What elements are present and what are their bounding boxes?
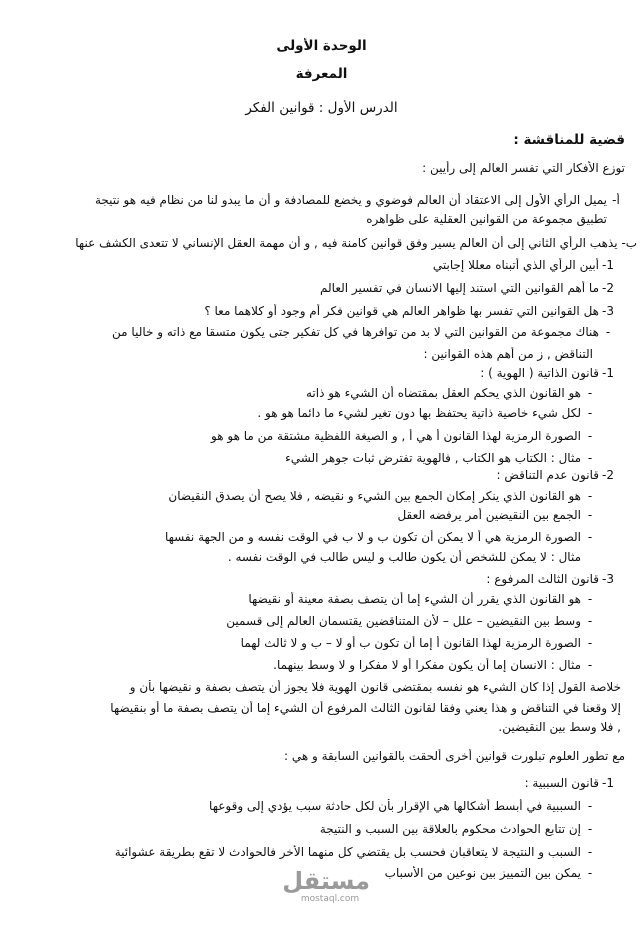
bullet-dash: -: [587, 658, 593, 672]
law-point-text: وسط بين النقيضين – علل – لأن المتناقضين يقتسمان العالم إلى قسمين: [226, 614, 581, 628]
law-point-text: مثال : لا يمكن للشخص أن يكون طالب و ليس طالب في الوقت نفسه .: [227, 550, 581, 564]
bullet-dash: -: [587, 386, 593, 400]
law-point: [18, 614, 599, 628]
law-title: قانون عدم التناقض :: [496, 468, 599, 482]
law-title: قانون السببية :: [524, 776, 599, 790]
discussion-heading: قضية للمناقشة :: [513, 132, 625, 148]
watermark-arabic: مستقل: [282, 867, 370, 895]
law-point: [18, 386, 599, 400]
question-text: هل القوانين التي تفسر بها ظواهر العالم هي قوانين فكر أم وجود أو كلاهما معا ؟: [204, 304, 599, 318]
bullet-dash: -: [587, 845, 593, 859]
causality-point-text: السبب و النتيجة لا يتعاقبان فحسب بل يقتضي كل منهما الأخر فالحوادث لا تقع بطريقة عشوائية: [114, 845, 581, 859]
law-title: قانون الثالث المرفوع :: [486, 572, 599, 586]
opinion-a: [18, 193, 625, 207]
question-text: ما أهم القوانين التي استند إليها الانسان في تفسير العالم: [320, 281, 599, 295]
law-marker: 1-: [602, 366, 614, 380]
causality-point: [18, 799, 599, 813]
bullet-dash: -: [587, 451, 593, 465]
law-point: [18, 489, 599, 503]
bullet-dash: -: [587, 592, 593, 606]
law-point: [18, 406, 599, 420]
law-point-text: الصورة الرمزية لهذا القانون أ هي أ , و الصيغة اللفظية مشتقة من ما هو هو: [211, 429, 581, 443]
bullet-dash: -: [587, 508, 593, 522]
definition-line1: هناك مجموعة من القوانين التي لا بد من توافرها في كل تفكير جتى يكون متسقا مع ذاته و خاليا من: [112, 325, 599, 339]
bullet-dash: -: [587, 822, 593, 836]
opinion-a-marker: أ-: [612, 193, 620, 207]
law-heading: [18, 366, 617, 380]
summary-line3: , فلا وسط بين النقيضين.: [498, 720, 621, 734]
law-point: [18, 636, 599, 650]
law-heading: [18, 572, 617, 586]
law-point-text: مثال : الانسان إما أن يكون مفكرا أو لا مفكرا و لا وسط بينهما.: [273, 658, 581, 672]
opinion-a-line1: يميل الرأي الأول إلى الاعتقاد أن العالم فوضوي و يخضع للمصادفة و أن ما يبدو لنا من نظام فيه هو نتيجة: [94, 193, 607, 207]
watermark-latin: mostaql.com: [300, 894, 360, 904]
mostaql-watermark: [282, 867, 370, 918]
summary-line2: إلا وقعنا في التناقض و هذا يعني وفقا لقانون الثالث المرفوع أن الشيء إما أن يتصف بصفة ما أو بنقيضها: [110, 701, 621, 715]
law-heading: [18, 468, 617, 482]
bullet-dash: -: [587, 530, 593, 544]
causality-point-text: السببية في أبسط أشكالها هي الإقرار بأن لكل حادثة سبب يؤدي إلى وقوعها: [209, 799, 581, 813]
law-marker: 3-: [602, 572, 614, 586]
intro-text: توزع الأفكار التي تفسر العالم إلى رأيين :: [422, 161, 625, 175]
question-text: أبين الرأي الذي أتبناه معللا إجابتي: [432, 258, 599, 272]
bullet-dash: -: [587, 406, 593, 420]
causality-point: [18, 822, 599, 836]
law-point-text: هو القانون الذي ينكر إمكان الجمع بين الشيء و نقيضه , فلا يصح أن يصدق النقيضان: [168, 489, 581, 503]
question-item: [18, 258, 617, 272]
law-point: [18, 550, 599, 564]
causality-point-text: يمكن بين التمييز بين نوعين من الأسباب: [384, 866, 581, 880]
law-point: [18, 451, 599, 465]
law-title: قانون الذاتية ( الهوية ) :: [480, 366, 599, 380]
question-item: [18, 304, 617, 318]
bullet-dash: -: [587, 429, 593, 443]
causality-point-text: إن تتابع الحوادث محكوم بالعلاقة بين السبب و النتيجة: [319, 822, 581, 836]
law-point-text: الجمع بين النقيضين أمر يرفضه العقل: [397, 508, 581, 522]
definition-line2: التناقض , ز من أهم هذه القوانين :: [423, 347, 593, 361]
law-point-text: هو القانون الذي يحكم العقل بمقتضاه أن الشيء هو ذاته: [305, 386, 581, 400]
law-point: [18, 658, 599, 672]
law-point-text: هو القانون الذي يقرر أن الشيء إما أن يتصف بصفة معينة أو نقيضها: [248, 592, 581, 606]
law-point: [18, 592, 599, 606]
evolution-text: مع تطور العلوم تبلورت قوانين أخرى ألحقت بالقوانين السابقة و هي :: [284, 749, 625, 763]
bullet-dash: -: [587, 636, 593, 650]
subject-title: المعرفة: [295, 66, 348, 82]
question-marker: 3-: [602, 304, 614, 318]
law-marker: 2-: [602, 468, 614, 482]
unit-title: الوحدة الأولى: [276, 38, 367, 54]
definition: [18, 325, 617, 339]
lesson-title: الدرس الأول : قوانين الفكر: [245, 100, 398, 116]
law-point: [18, 429, 599, 443]
bullet-dash: -: [587, 866, 593, 880]
law-point: [18, 530, 599, 544]
law-point: [18, 508, 599, 522]
bullet-dash: -: [587, 489, 593, 503]
bullet-dash: -: [605, 325, 611, 339]
law-marker: 1-: [602, 776, 614, 790]
question-item: [18, 281, 617, 295]
law-point-text: الصورة الرمزية هي أ لا يمكن أن تكون ب و لا ب في الوقت نفسه و من الجهة نفسها: [164, 530, 581, 544]
opinion-b: ب- يذهب الرأي الثاني إلى أن العالم يسير وفق قوانين كامنة فيه , و أن مهمة العقل الإنساني لا تتعدى الكشف عنها: [75, 236, 637, 250]
causality-point: [18, 845, 599, 859]
law-heading: [18, 776, 617, 790]
bullet-dash: -: [587, 799, 593, 813]
opinion-a-line2: تطبيق مجموعة من القوانين العقلية على ظواهره: [366, 212, 607, 226]
law-point-text: الصورة الرمزية لهذا القانون أ إما أن تكون ب أو لا – ب و لا ثالث لهما: [240, 636, 581, 650]
law-point-text: لكل شيء خاصية ذاتية يحتفظ بها دون تغير لشيء ما دائما هو هو .: [257, 406, 581, 420]
question-marker: 2-: [602, 281, 614, 295]
question-marker: 1-: [602, 258, 614, 272]
law-point-text: مثال : الكتاب هو الكتاب , فالهوية تفترض ثبات جوهر الشيء: [285, 451, 581, 465]
bullet-dash: -: [587, 614, 593, 628]
summary-line1: خلاصة القول إذا كان الشيء هو نفسه بمقتضى قانون الهوية فلا يجوز أن يتصف بصفة و نقيضها بأن و: [129, 680, 621, 694]
